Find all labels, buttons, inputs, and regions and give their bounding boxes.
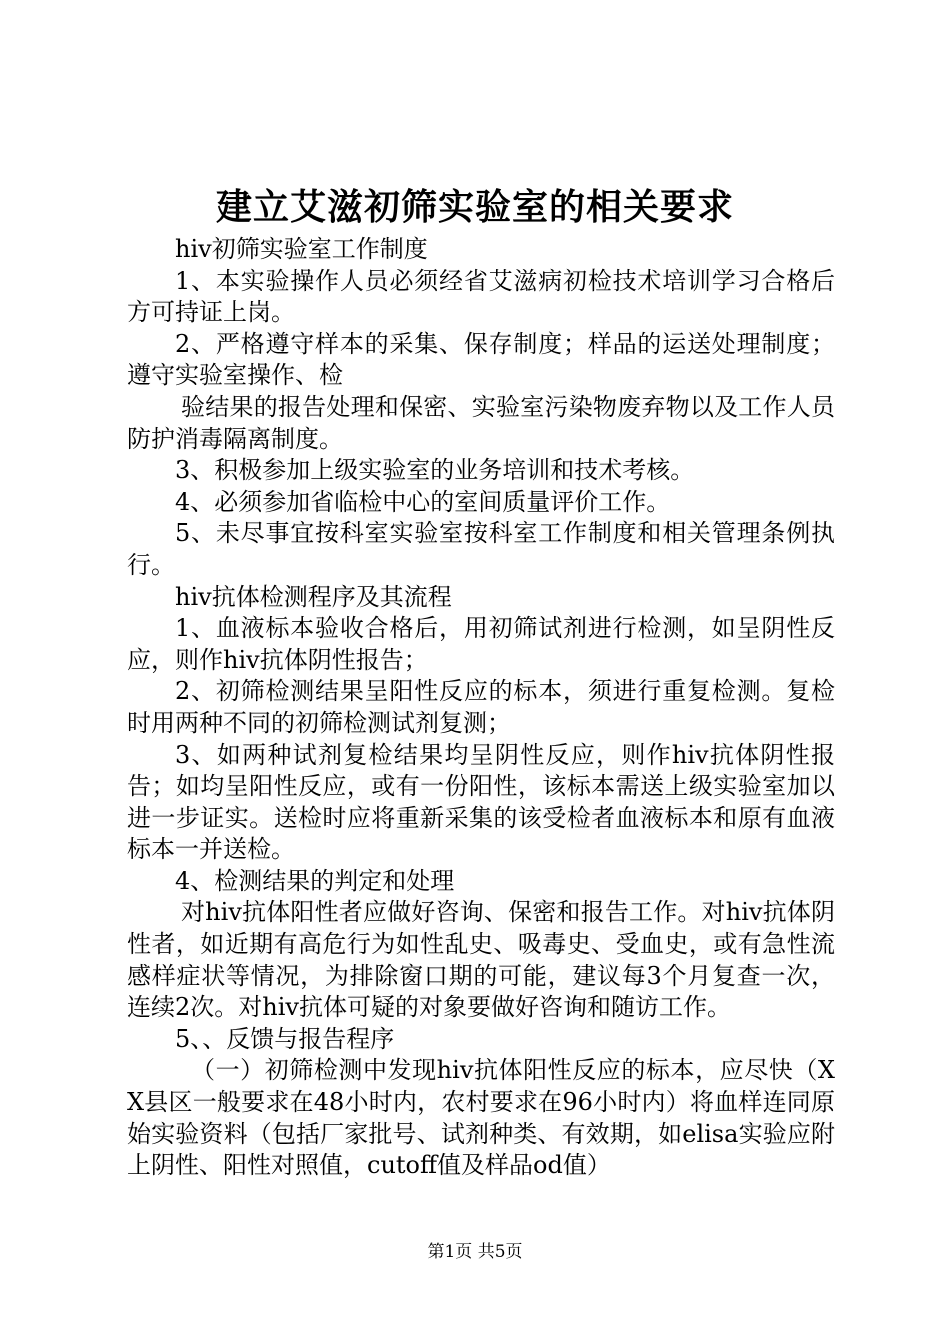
paragraph-procedure-3: 3、如两种试剂复检结果均呈阴性反应，则作hiv抗体阴性报告；如均呈阳性反应，或有一份阳性，该标本需送上级实验室加以进一步证实。送检时应将重新采集的该受检者血液标本和原有血液标本一并送检。 [127,740,835,864]
paragraph-rule-2-continued: 验结果的报告处理和保密、实验室污染物废弃物以及工作人员防护消毒隔离制度。 [127,392,835,453]
paragraph-feedback-1: （一）初筛检测中发现hiv抗体阳性反应的标本，应尽快（XX县区一般要求在48小时内，农村要求在96小时内）将血样连同原始实验资料（包括厂家批号、试剂种类、有效期，如elisa实验应附上阴性、阳性对照值，cutoff值及样品od值） [127,1056,835,1180]
document-title: 建立艾滋初筛实验室的相关要求 [215,186,734,228]
page-footer: 第1页 共5页 [427,1242,523,1262]
paragraph-rule-3: 3、积极参加上级实验室的业务培训和技术考核。 [175,456,695,485]
paragraph-rule-1: 1、本实验操作人员必须经省艾滋病初检技术培训学习合格后方可持证上岗。 [127,266,835,327]
section-heading-test-procedure: hiv抗体检测程序及其流程 [175,582,452,611]
paragraph-rule-4: 4、必须参加省临检中心的室间质量评价工作。 [175,487,671,516]
paragraph-rule-2: 2、严格遵守样本的采集、保存制度；样品的运送处理制度；遵守实验室操作、检 [127,329,835,390]
paragraph-rule-5: 5、未尽事宜按科室实验室按科室工作制度和相关管理条例执行。 [127,519,835,579]
document-body [127,234,835,1182]
paragraph-procedure-4-heading: 4、检测结果的判定和处理 [175,866,455,895]
paragraph-result-handling: 对hiv抗体阳性者应做好咨询、保密和报告工作。对hiv抗体阴性者，如近期有高危行为如性乱史、吸毒史、受血史，或有急性流感样症状等情况，为排除窗口期的可能，建议每3个月复查一次，连续2次。对hiv抗体可疑的对象要做好咨询和随访工作。 [127,898,835,1022]
paragraph-procedure-1: 1、血液标本验收合格后，用初筛试剂进行检测，如呈阴性反应，则作hiv抗体阴性报告； [127,614,835,674]
paragraph-procedure-2: 2、初筛检测结果呈阳性反应的标本，须进行重复检测。复检时用两种不同的初筛检测试剂复测； [127,677,835,737]
section-heading-lab-rules: hiv初筛实验室工作制度 [175,235,428,263]
paragraph-feedback-heading: 5、、反馈与报告程序 [175,1024,395,1053]
